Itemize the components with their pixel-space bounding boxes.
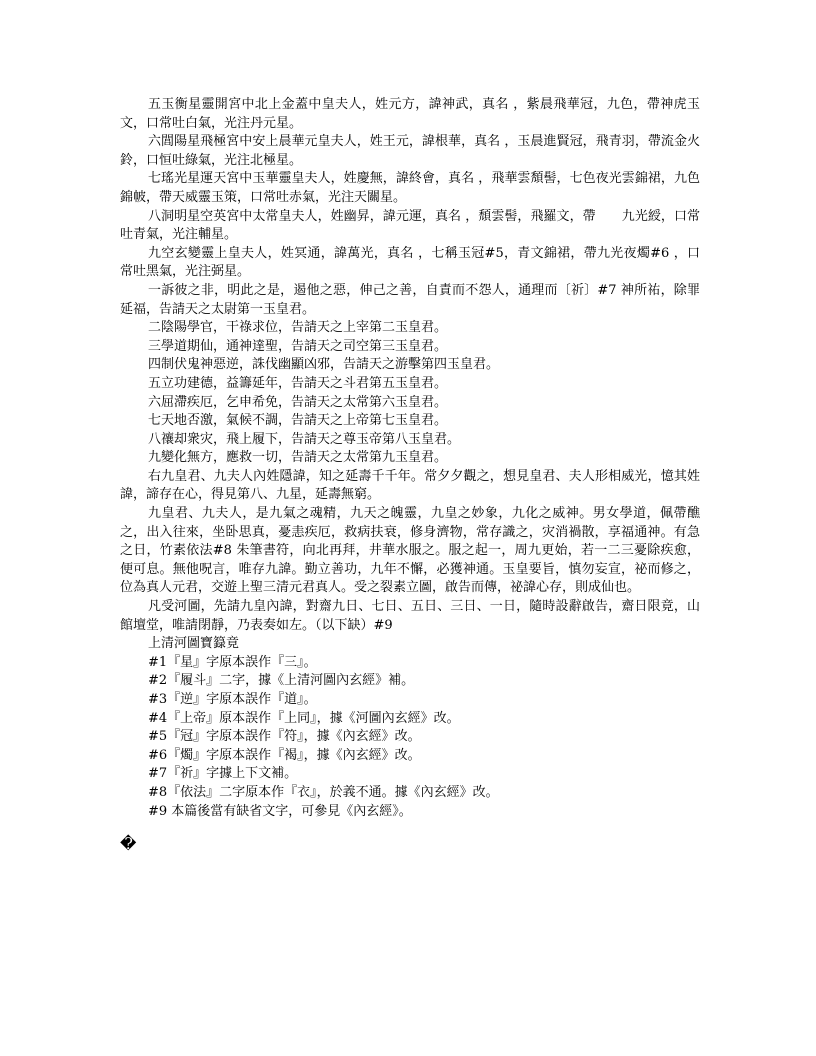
petition-line-3: 三學道期仙，通神達聖，告請天之司空第三玉皇君。	[148, 338, 448, 354]
replacement-character: �	[120, 834, 137, 853]
paragraph-nine-lords: 九皇君、九夫人，是九氣之魂精，九天之魄靈，九皇之妙象，九化之威神。男女學道，佩帶醮之，出入往來，坐卧思真，憂恚疾厄，救病扶衰，修身濟物，常存識之，灾消禍散，享福通神。有急之日，竹素依法#8 朱筆書符，向北再拜，井華水服之。服之起一，周九更始，若一二三憂除疾愈，便可息。無他呪言，唯存九諱。勤立善功，九年不懈，必獲神通。玉皇要旨，慎勿妄宣，祕而修之，位為真人元君，交遊上聖三清元君真人。受之裂素立圖，啟告而傳，祕諱心存，則成仙也。	[120, 506, 700, 596]
footnote-3: #3『逆』字原本誤作『道』。	[148, 692, 317, 707]
footnote-6: #6『燭』字原本誤作『褐』，據《內玄經》改。	[148, 747, 421, 763]
paragraph-star-5: 五玉衡星靈開宮中北上金蓋中皇夫人，姓元方，諱神武，真名 ，紫晨飛華冠，九色，帶神虎玉文，口常吐白氣，光注丹元星。	[120, 97, 700, 131]
paragraph-summary: 右九皇君、九夫人內姓隱諱，知之延壽千千年。常夕夕觀之，想見皇君、夫人形相威光，憶其姓諱，諦存在心，得見第八、九星，延壽無窮。	[120, 468, 700, 503]
petition-line-8: 八禳却衆灾，飛上履下，告請天之尊玉帝第八玉皇君。	[148, 431, 461, 447]
petition-line-2: 二陰陽學官，干祿求位，告請天之上宰第二玉皇君。	[148, 320, 448, 336]
petition-line-7: 七天地否激，氣候不調，告請天之上帝第七玉皇君。	[148, 413, 448, 429]
footnote-5: #5『冠』字原本誤作『符』，據《內玄經》改。	[148, 729, 421, 745]
footnote-9: #9 本篇後當有缺省文字，可參見《內玄經》。	[148, 803, 412, 819]
petition-line-6: 六屈滯疾厄，乞申希免，告請天之太常第六玉皇君。	[148, 394, 448, 410]
petition-line-4: 四制伏鬼神惡逆，誅伐幽顯凶邪，告請天之游擊第四玉皇君。	[148, 357, 500, 373]
paragraph-star-7: 七瑤光星運天宮中玉華靈皇夫人，姓慶無，諱終會，真名 ，飛華雲頽髻，七色夜光雲錦裙，九色錦帔，帶天威靈玉策，口常吐赤氣，光注天關星。	[120, 171, 700, 205]
footnote-4: #4『上帝』原本誤作『上同』，據《河圖內玄經》改。	[148, 710, 460, 726]
footnote-8: #8『依法』二字原本作『衣』，於義不通。據《內玄經》改。	[148, 784, 499, 800]
footnote-7: #7『祈』字據上下文補。	[148, 766, 298, 782]
paragraph-star-8: 八洞明星空英宮中太常皇夫人，姓幽昇，諱元運，真名 ，頹雲髻，飛羅文，帶 九光綬，口常吐青氣，光注輔星。	[120, 208, 700, 243]
paragraph-receiving-river-chart: 凡受河圖，先請九皇內諱，對齋九日、七日、五日、三日、一日，隨時設辭啟告，齋日限竟，山館壇堂，唯請閉靜，乃表奏如左。（以下缺）#9	[120, 599, 700, 633]
petition-line-5: 五立功建德，益籌延年，告請天之斗君第五玉皇君。	[148, 375, 448, 391]
paragraph-star-6: 六閭陽星飛極宮中安上晨華元皇夫人，姓王元，諱根華，真名 ，玉晨進賢冠，飛青羽，帶流金火鈴，口恒吐綠氣，光注北極星。	[120, 134, 700, 168]
document-body	[120, 96, 700, 821]
paragraph-star-9: 九空玄變靈上皇夫人，姓冥通，諱萬光，真名 ，七稱玉冠#5，青文錦裙，帶九光夜燭#6 ，口常吐黑氣，光注弼星。	[120, 245, 700, 280]
footnote-1: #1『星』字原本誤作『三』。	[148, 654, 317, 670]
paragraph-petition-1: 一訴彼之非，明此之是，遏他之惡，伸己之善，自責而不怨人，通理而〔祈〕#7 神所祐，除罪延福，告請天之太尉第一玉皇君。	[120, 282, 700, 317]
footnote-2: #2『履斗』二字，據《上清河圖內玄經》補。	[148, 673, 415, 689]
section-end-title: 上清河圖寶籙竟	[148, 636, 240, 652]
petition-line-9: 九變化無方，應救一切，告請天之太常第九玉皇君。	[148, 450, 448, 466]
